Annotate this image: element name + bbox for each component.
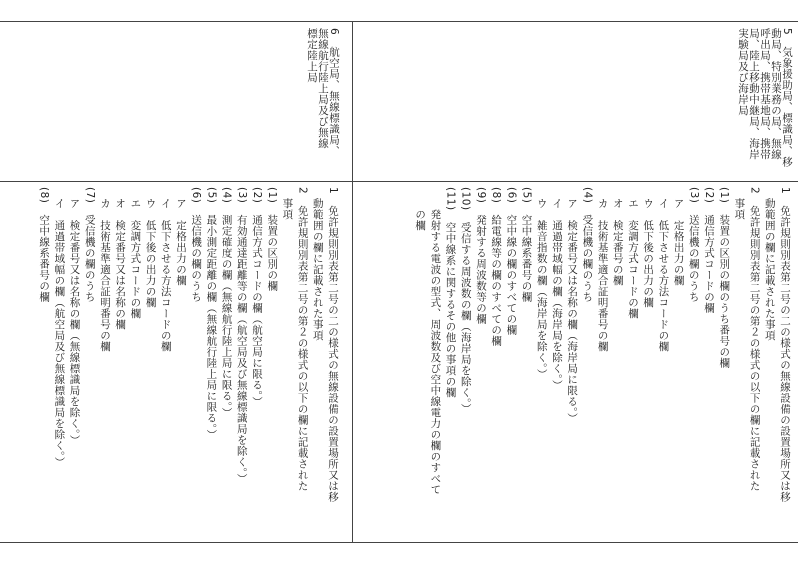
item-line: イ 通過帯域幅の欄（海岸局を除く。） — [550, 187, 563, 391]
item-line: ア 検定番号又は名称の欄（海岸局に限る。） — [566, 187, 579, 424]
item-line: 2 免許規則別表第二号の第２の様式の以下の欄に記載された — [748, 187, 761, 492]
item-line: イ 低下させる方法コードの欄 — [657, 187, 670, 352]
item-line: カ 技術基準適合証明番号の欄 — [596, 187, 609, 352]
column-divider — [352, 21, 353, 543]
category-5-items — [412, 187, 792, 539]
item-line: (1) 装置の区別の欄 — [266, 187, 279, 292]
bottom-border — [0, 542, 798, 543]
item-line: 動範囲の欄に記載された事項 — [311, 187, 324, 341]
row-separator-left — [0, 181, 352, 182]
item-line: 2 免許規則別表第二号の第２の様式の以下の欄に記載された — [296, 187, 309, 492]
item-line: (2) 通信方式コードの欄 — [702, 187, 715, 314]
item-line: (5) 空中線系番号の欄 — [520, 187, 533, 303]
row-separator-right — [353, 181, 798, 182]
item-line: (8) 給電線等の欄のすべての欄 — [490, 187, 503, 347]
item-line: エ 変調方式コードの欄 — [129, 187, 142, 319]
item-line: (4) 受信機の欄のうち — [581, 187, 594, 303]
item-line: (7) 受信機の欄のうち — [83, 187, 96, 303]
item-line: オ 検定番号又は名称の欄 — [114, 187, 127, 330]
item-line: (2) 通信方式コードの欄（航空局に限る。） — [250, 187, 263, 408]
item-line: 1 免許規則別表第二号の二の様式の無線設備の設置場所又は移 — [779, 187, 791, 503]
item-line: (6) 空中線の欄のすべての欄 — [505, 187, 518, 336]
item-line: ア 定格出力の欄 — [672, 187, 685, 286]
item-line: (3) 有効通達距離等の欄（航空局及び無線標識局を除く。） — [235, 187, 248, 485]
item-line: (9) 発射する周波数等の欄 — [474, 187, 487, 325]
item-line: (11) 空中線系に関するその他の事項の欄 — [444, 187, 457, 398]
category-5-cell: 5 気象援助局、標識局、移 動局、特別業務の局、無線 呼出局、携帯基地局、携帯 局、陸上移動中継局、海岸 実験局及び海岸局 — [737, 28, 793, 168]
item-line: (3) 送信機の欄のうち — [687, 187, 700, 303]
item-line: (10) 受信する周波数の欄（海岸局を除く。） — [459, 187, 472, 415]
item-line: ア 検定番号又は名称の欄（無線標識局を除く。） — [68, 187, 81, 446]
item-line: カ 技術基準適合証明番号の欄 — [98, 187, 111, 352]
item-line: (1) 装置の区別の欄のうち番号の欄 — [718, 187, 731, 369]
item-line: ウ 雑音指数の欄（海岸局を除く。） — [535, 187, 548, 380]
item-line: イ 通過帯域幅の欄（航空局及び無線標識局を除く。） — [53, 187, 66, 468]
item-line: 事項 — [281, 187, 294, 220]
item-line: ウ 低下後の出力の欄 — [642, 187, 655, 308]
top-border — [0, 21, 798, 22]
item-line: 1 免許規則別表第二号の二の様式の無線設備の設置場所又は移 — [327, 187, 339, 503]
item-line: 動範囲の欄に記載された事項 — [763, 187, 776, 341]
item-line: オ 検定番号の欄 — [611, 187, 624, 286]
item-line: イ 低下させる方法コードの欄 — [159, 187, 172, 352]
category-6-items — [0, 187, 340, 539]
item-line: の欄 — [414, 187, 427, 231]
item-line: ウ 低下後の出力の欄 — [144, 187, 157, 308]
item-line: エ 変調方式コードの欄 — [626, 187, 639, 319]
item-line: (6) 送信機の欄のうち — [190, 187, 203, 303]
item-line: ア 定格出力の欄 — [174, 187, 187, 286]
item-line: (8) 空中線系番号の欄 — [38, 187, 51, 303]
item-line: (4) 測定確度の欄（無線航行陸上局に限る。） — [220, 187, 233, 419]
item-line: 事項 — [733, 187, 746, 220]
item-line: (5) 最小測定距離の欄（無線航行陸上局に限る。） — [205, 187, 218, 441]
item-line: 発射する電波の型式、周波数及び空中線電力の欄のすべて — [429, 187, 442, 495]
category-6-cell: 6 航空局、無線標識局、 無線航行陸上局及び無線 標定陸上局 — [306, 28, 340, 157]
